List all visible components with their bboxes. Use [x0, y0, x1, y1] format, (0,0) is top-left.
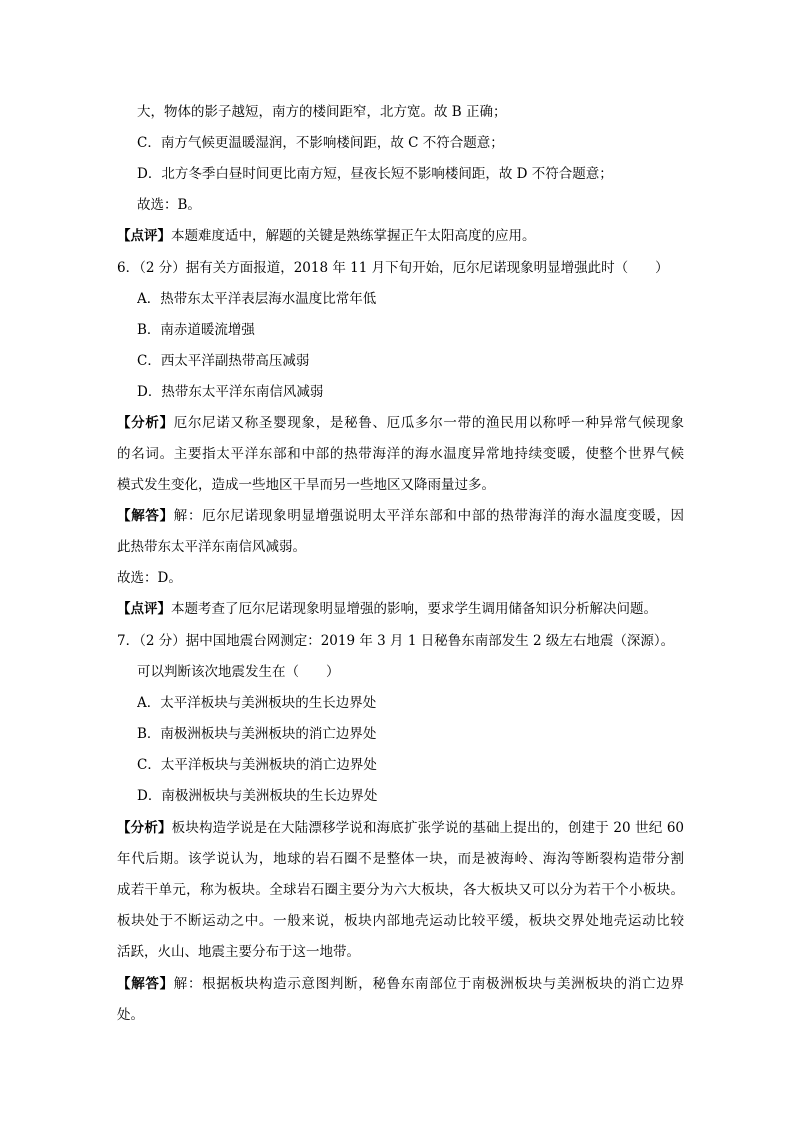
answer-line: 故选：B。 [137, 197, 201, 213]
q7-analysis-line-5: 活跃，火山、地震主要分布于这一地带。 [117, 944, 360, 960]
question-6-option-a: A．热带东太平洋表层海水温度比常年低 [137, 291, 377, 307]
q6-analysis-line-3: 模式发生变化，造成一些地区干旱而另一些地区又降雨量过多。 [117, 477, 495, 493]
comment-tag: 【点评】 [117, 228, 171, 244]
comment-text: 本题难度适中，解题的关键是熟练掌握正午太阳高度的应用。 [171, 228, 536, 244]
question-7-stem-line-2: 可以判断该次地震发生在（ ） [137, 664, 340, 680]
question-7-option-a: A．太平洋板块与美洲板块的生长边界处 [137, 695, 377, 711]
analysis-tag: 【分析】 [117, 820, 172, 836]
q6-analysis-line-1: 【分析】厄尔尼诺又称圣婴现象，是秘鲁、厄瓜多尔一带的渔民用以称呼一种异常气候现象 [117, 415, 684, 431]
q7-solution-line-1: 【解答】解：根据板块构造示意图判断，秘鲁东南部位于南极洲板块与美洲板块的消亡边界 [117, 976, 684, 992]
q6-comment-line: 【点评】本题考查了厄尔尼诺现象明显增强的影响，要求学生调用储备知识分析解决问题。 [117, 601, 657, 617]
q7-analysis-line-3: 成若干单元，称为板块。全球岩石圈主要分为六大板块，各大板块又可以分为若干个小板块。 [117, 882, 684, 898]
question-7-option-b: B．南极洲板块与美洲板块的消亡边界处 [137, 726, 377, 742]
q7-analysis-line-2: 年代后期。该学说认为，地球的岩石圈不是整体一块，而是被海岭、海沟等断裂构造带分割 [117, 851, 684, 867]
question-7-option-d: D．南极洲板块与美洲板块的生长边界处 [137, 788, 378, 804]
q7-analysis-line-4: 板块处于不断运动之中。一般来说，板块内部地壳运动比较平缓，板块交界处地壳运动比较 [117, 913, 684, 929]
question-6-option-c: C．西太平洋副热带高压减弱 [137, 353, 310, 369]
question-6-option-d: D．热带东太平洋东南信风减弱 [137, 384, 324, 400]
solution-tag: 【解答】 [117, 508, 174, 524]
comment-tag: 【点评】 [117, 601, 171, 617]
question-7-stem-line-1: 7．（2 分）据中国地震台网测定：2019 年 3 月 1 日秘鲁东南部发生 2 级左右地震（深源）。 [117, 633, 675, 649]
q6-analysis-line-2: 的名词。主要指太平洋东部和中部的热带海洋的海水温度异常地持续变暖，使整个世界气候 [117, 446, 684, 462]
option-c-line: C．南方气候更温暖湿润，不影响楼间距，故 C 不符合题意； [137, 135, 504, 151]
text-line: 大，物体的影子越短，南方的楼间距窄，北方宽。故 B 正确； [137, 104, 507, 120]
solution-tag: 【解答】 [117, 976, 174, 992]
question-6-stem: 6．（2 分）据有关方面报道，2018 年 11 月下旬开始，厄尔尼诺现象明显增强此时（ ） [117, 260, 669, 276]
comment-line [117, 225, 684, 247]
q6-solution-line-2: 此热带东太平洋东南信风减弱。 [117, 539, 306, 555]
q7-solution-line-2: 处。 [117, 1007, 144, 1023]
q6-solution-line-1: 【解答】解：厄尔尼诺现象明显增强说明太平洋东部和中部的热带海洋的海水温度变暖，因 [117, 508, 684, 524]
analysis-tag: 【分析】 [117, 415, 174, 431]
q7-analysis-line-1: 【分析】板块构造学说是在大陆漂移学说和海底扩张学说的基础上提出的，创建于 20 世纪 60 [117, 820, 684, 836]
question-6-option-b: B．南赤道暖流增强 [137, 322, 255, 338]
question-7-option-c: C．太平洋板块与美洲板块的消亡边界处 [137, 757, 377, 773]
option-d-line: D．北方冬季白昼时间更比南方短，昼夜长短不影响楼间距，故 D 不符合题意； [137, 166, 613, 182]
q6-answer: 故选：D。 [117, 570, 182, 586]
